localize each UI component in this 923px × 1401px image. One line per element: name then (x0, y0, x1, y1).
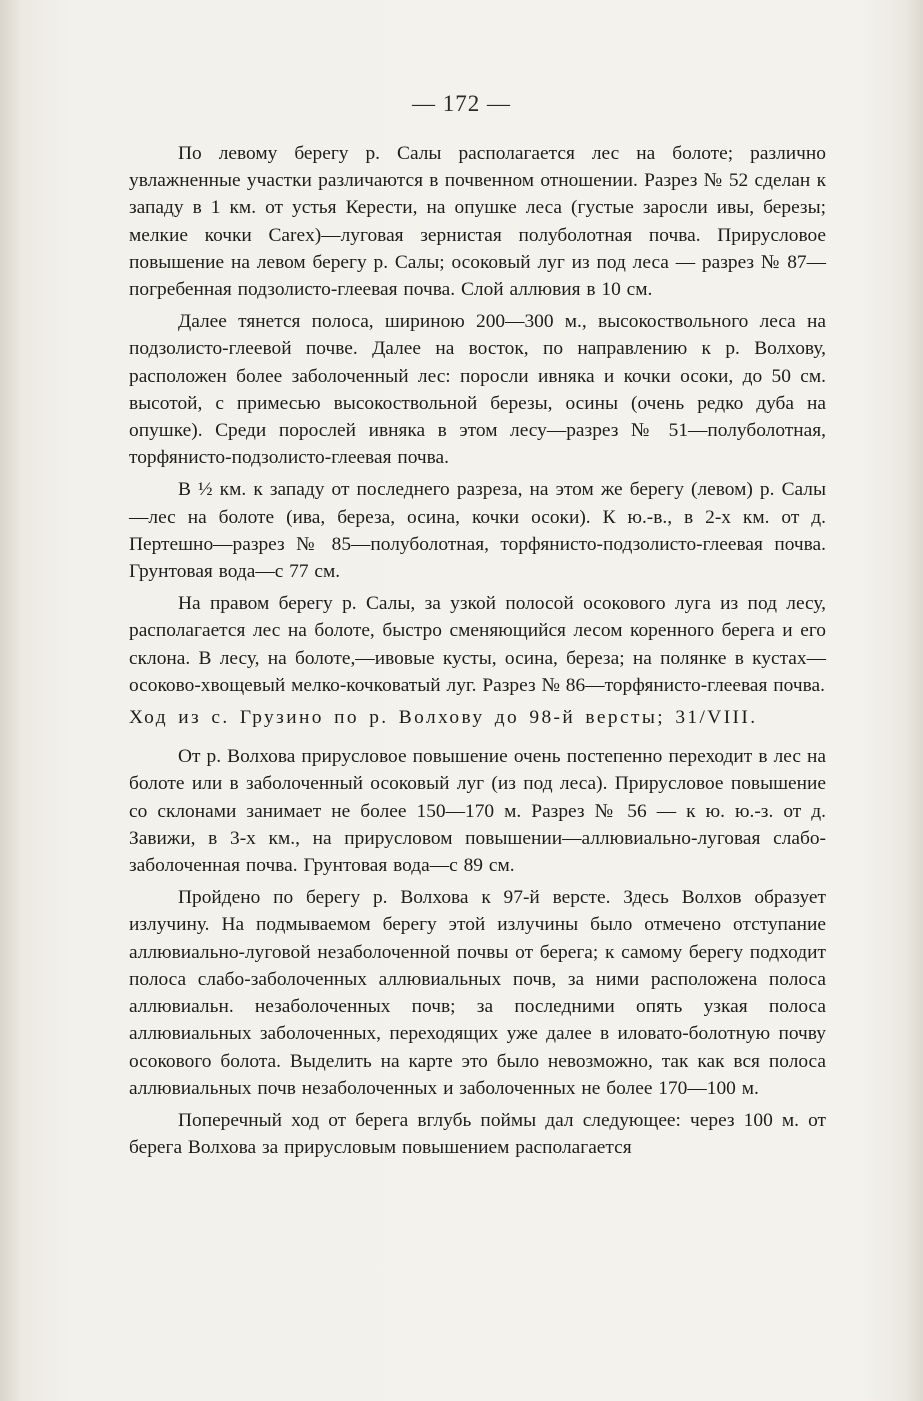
paragraph-sala-left-bank: По левому берегу р. Салы располагается лес на болоте; различно увлажненные участки различаются в почвенном отношении. Разрез № 52 сделан к западу в 1 км. от устья Керести, на опушке леса (густые заросли ивы, березы; мелкие кочки Carex)—луговая зернистая полуболотная почва. Прирусловое повышение на левом берегу р. Салы; осоковый луг из под леса — разрез № 87—погребенная подзолисто-глеевая почва. Слой аллювия в 10 см. (129, 143, 826, 301)
page-number: — 172 — (412, 91, 511, 116)
body-text (129, 140, 826, 1161)
paragraph-forest-strip: Далее тянется полоса, шириною 200—300 м., высокоствольного леса на подзолисто-глеевой почве. Далее на восток, по направлению к р. Волхову, расположен более заболоченный лес: поросли ивняка и кочки осоки, до 50 см. высотой, с примесью высокоствольной березы, осины (очень редко дуба на опушке). Среди порослей ивняка в этом лесу—разрез № 51—полуболотная, торфянисто-подзолисто-глеевая почва. (129, 311, 826, 469)
section-heading-route: Ход из с. Грузино по р. Волхову до 98-й версты; 31/VIII. (129, 707, 758, 729)
paragraph-transverse-route: Поперечный ход от берега вглубь поймы дал следующее: через 100 м. от берега Волхова за прирусловым повышением располагается (129, 1109, 826, 1159)
paragraph-sala-right-bank: На правом берегу р. Салы, за узкой полосой осокового луга из под лесу, располагается лес на болоте, быстро сменяющийся лесом коренного берега и его склона. В лесу, на болоте,—ивовые кусты, осина, береза; на полянке в кустах—осоково-хвощевый мелко-кочковатый луг. Разрез № 86—торфянисто-глеевая почва. (129, 593, 826, 696)
paragraph-97-verst: Пройдено по берегу р. Волхова к 97-й версте. Здесь Волхов образует излучину. На подмываемом берегу этой излучины было отмечено отступание аллювиально-луговой незаболоченной почвы от берега; к самому берегу подходит полоса слабо-заболоченных аллювиальных почв, за ними расположена полоса аллювиальн. незаболоченных почв; за последними опять узкая полоса аллювиальных заболоченных, переходящих уже далее в иловато-болотную почву осокового болота. Выделить на карте это было невозможно, так как вся полоса аллювиальных почв незаболоченных и заболоченных не более 170—100 м. (129, 887, 826, 1099)
paragraph-half-km-west: В ½ км. к западу от последнего разреза, на этом же берегу (левом) р. Салы—лес на болоте (ива, береза, осина, кочки осоки). К ю.-в., в 2-х км. от д. Пертешно—разрез № 85—полуболотная, торфянисто-подзолисто-глеевая почва. Грунтовая вода—с 77 см. (129, 479, 826, 583)
paragraph-volkhov-levee: От р. Волхова прирусловое повышение очень постепенно переходит в лес на болоте или в заболоченный осоковый луг (из под леса). Прирусловое повышение со склонами занимает не более 150—170 м. Разрез № 56 — к ю. ю.-з. от д. Завижи, в 3-х км., на прирусловом повышении—аллювиально-луговая слабо-заболоченная почва. Грунтовая вода—с 89 см. (129, 746, 826, 877)
